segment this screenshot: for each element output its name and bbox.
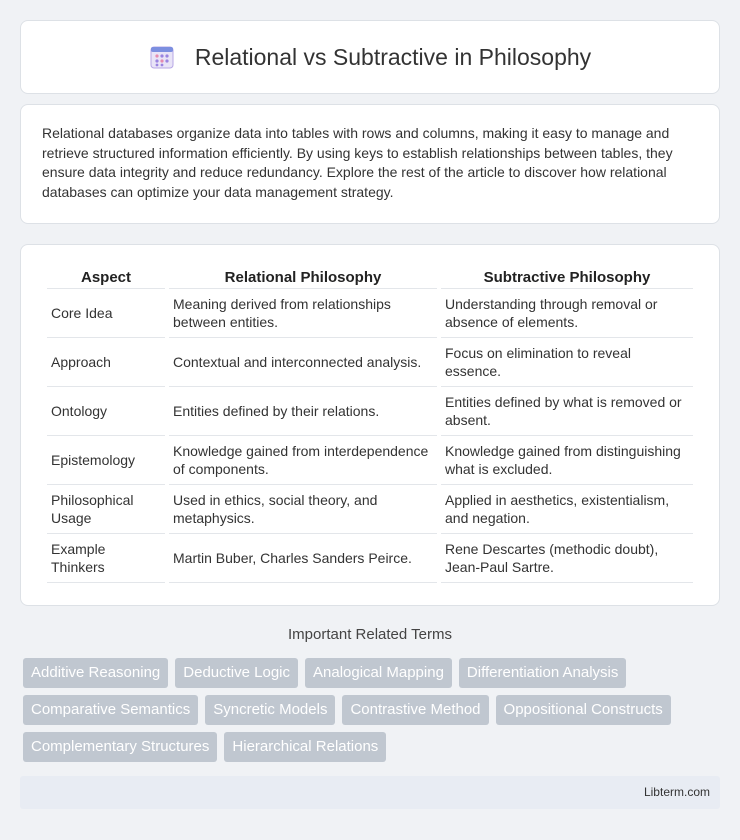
table-cell: Used in ethics, social theory, and metaphysics. [169, 485, 437, 534]
header-card [20, 20, 720, 94]
column-header-aspect: Aspect [47, 265, 165, 289]
related-term-tag[interactable]: Oppositional Constructs [496, 695, 671, 725]
intro-text: Relational databases organize data into tables with rows and columns, making it easy to manage and retrieve structured information efficiently. By using keys to establish relationships between tables, they ensure data integrity and reduce redundancy. Explore the rest of the article to discover how relational databases can optimize your data management strategy. [42, 125, 673, 200]
related-term-tag[interactable]: Complementary Structures [23, 732, 217, 762]
related-term-tag[interactable]: Deductive Logic [175, 658, 298, 688]
related-term-tag[interactable]: Contrastive Method [342, 695, 488, 725]
related-term-tag[interactable]: Syncretic Models [205, 695, 335, 725]
table-cell: Entities defined by what is removed or absent. [441, 387, 693, 436]
table-cell: Rene Descartes (methodic doubt), Jean-Paul Sartre. [441, 534, 693, 583]
table-row [47, 387, 693, 436]
related-term-tag[interactable]: Comparative Semantics [23, 695, 198, 725]
table-cell: Epistemology [47, 436, 165, 485]
related-terms-heading: Important Related Terms [288, 626, 452, 643]
related-term-tag[interactable]: Additive Reasoning [23, 658, 168, 688]
column-header-relational: Relational Philosophy [169, 265, 437, 289]
table-row [47, 289, 693, 338]
table-cell: Approach [47, 338, 165, 387]
table-cell: Ontology [47, 387, 165, 436]
related-term-tag[interactable]: Analogical Mapping [305, 658, 452, 688]
table-row [47, 534, 693, 583]
table-cell: Core Idea [47, 289, 165, 338]
related-term-tag[interactable]: Hierarchical Relations [224, 732, 386, 762]
table-cell: Knowledge gained from interdependence of components. [169, 436, 437, 485]
comparison-table-card [20, 244, 720, 606]
table-header-row [47, 265, 693, 289]
page-title: Relational vs Subtractive in Philosophy [194, 43, 592, 70]
related-term-tag[interactable]: Differentiation Analysis [459, 658, 626, 688]
comparison-table [43, 265, 697, 583]
table-row [47, 338, 693, 387]
table-cell: Understanding through removal or absence of elements. [441, 289, 693, 338]
table-cell: Focus on elimination to reveal essence. [441, 338, 693, 387]
footer-site-link[interactable]: Libterm.com [643, 785, 710, 799]
table-cell: Applied in aesthetics, existentialism, and negation. [441, 485, 693, 534]
table-cell: Example Thinkers [47, 534, 165, 583]
related-terms-list [23, 658, 723, 762]
table-row [47, 485, 693, 534]
intro-card [20, 104, 720, 224]
table-cell: Knowledge gained from distinguishing what is excluded. [441, 436, 693, 485]
table-row [47, 436, 693, 485]
table-cell: Martin Buber, Charles Sanders Peirce. [169, 534, 437, 583]
column-header-subtractive: Subtractive Philosophy [441, 265, 693, 289]
table-cell: Meaning derived from relationships between entities. [169, 289, 437, 338]
calendar-grid-icon [149, 44, 175, 70]
table-cell: Entities defined by their relations. [169, 387, 437, 436]
table-cell: Contextual and interconnected analysis. [169, 338, 437, 387]
footer [20, 776, 720, 809]
table-cell: Philosophical Usage [47, 485, 165, 534]
